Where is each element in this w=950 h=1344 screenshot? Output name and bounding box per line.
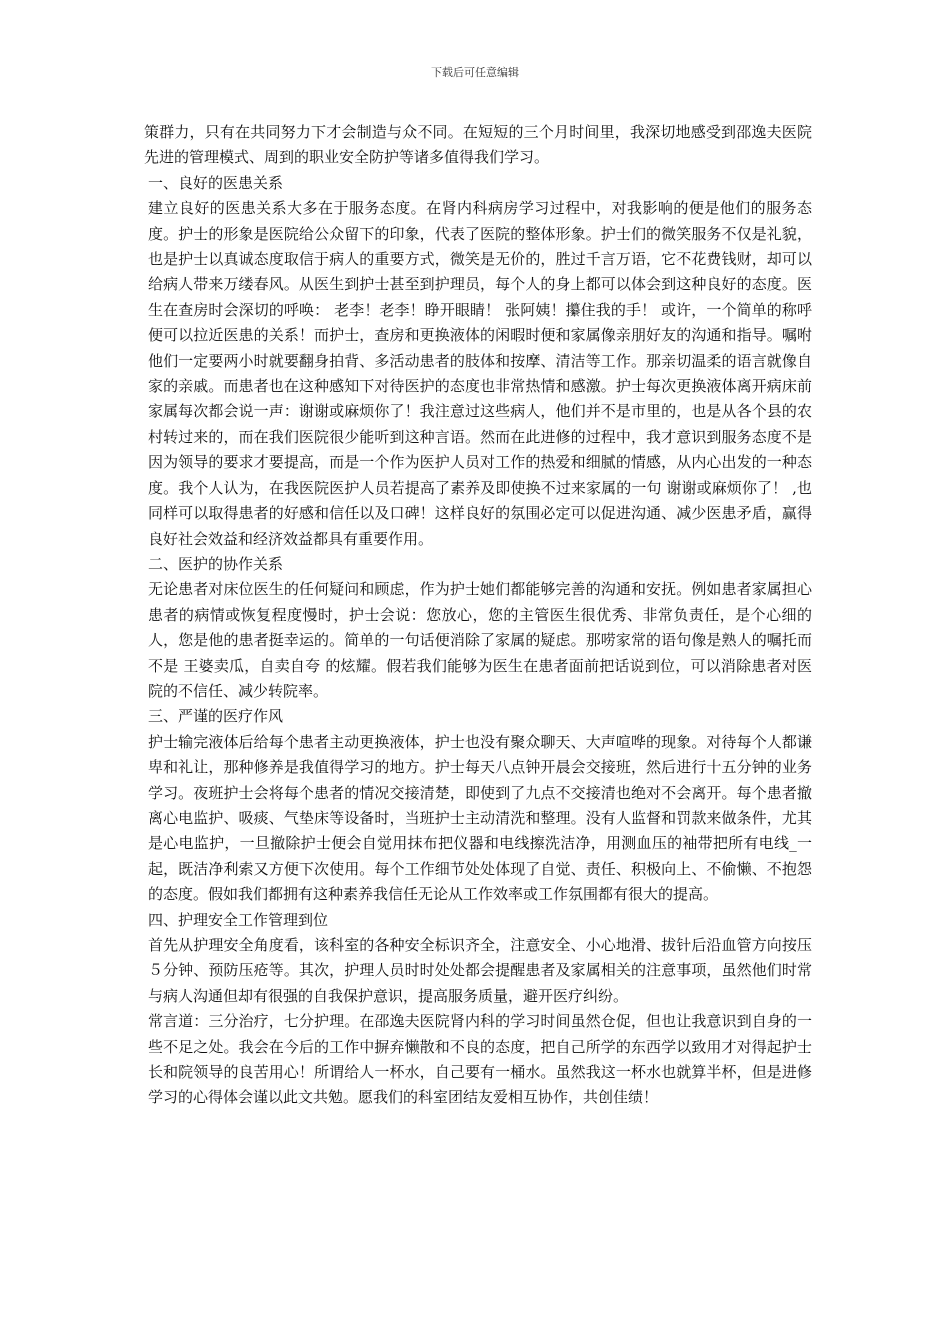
section-heading: 四、护理安全工作管理到位: [148, 910, 329, 929]
section-heading: 一、良好的医患关系: [148, 173, 284, 192]
section-heading: 三、严谨的医疗作风: [148, 707, 284, 726]
body-paragraph: 首先从护理安全角度看，该科室的各种安全标识齐全，注意安全、小心地滑、拔针后沿血管方向按压５分钟、预防压疮等。其次，护理人员时时处处都会提醒患者及家属相关的注意事项，虽然他们时常与病人沟通但却有很强的自我保护意识，提高服务质量，避开医疗纠纷。: [148, 936, 812, 1005]
body-paragraph: 策群力，只有在共同努力下才会制造与众不同。在短短的三个月时间里，我深切地感受到邵逸夫医院先进的管理模式、周到的职业安全防护等诸多值得我们学习。: [144, 123, 812, 167]
section-heading: 二、医护的协作关系: [148, 554, 284, 573]
body-paragraph: 建立良好的医患关系大多在于服务态度。在肾内科病房学习过程中，对我影响的便是他们的服务态度。护士的形象是医院给公众留下的印象，代表了医院的整体形象。护士们的微笑服务不仅是礼貌，也是护士以真诚态度取信于病人的重要方式，微笑是无价的，胜过千言万语，它不花费钱财，却可以给病人带来万缕春风。从医生到护士甚至到护理员，每个人的身上都可以体会到这种良好的态度。医生在查房时会深切的呼唤： 老李！老李！睁开眼睛！ 张阿姨！攥住我的手！ 或许，一个简单的称呼便可以拉近医患的关系！而护士，查房和更换液体的闲暇时便和家属像亲朋好友的沟通和指导。嘱咐他们一定要两小时就要翻身拍背、多活动患者的肢体和按摩、清洁等工作。那亲切温柔的语言就像自家的亲戚。而患者也在这种感知下对待医护的态度也非常热情和感激。护士每次更换液体离开病床前家属每次都会说一声：谢谢或麻烦你了！我注意过这些病人，他们并不是市里的，也是从各个县的农村转过来的，而在我们医院很少能听到这种言语。然而在此进修的过程中，我才意识到服务态度不是因为领导的要求才要提高，而是一个作为医护人员对工作的热爱和细腻的情感，从内心出发的一种态度。我个人认为，在我医院医护人员若提高了素养及即使换不过来家属的一句 谢谢或麻烦你了！ ,也同样可以取得患者的好感和信任以及口碑！这样良好的氛围必定可以促进沟通、减少医患矛盾，赢得良好社会效益和经济效益都具有重要作用。: [148, 199, 812, 548]
document-body: [144, 120, 812, 1111]
body-paragraph: 常言道：三分治疗，七分护理。在邵逸夫医院肾内科的学习时间虽然仓促，但也让我意识到自身的一些不足之处。我会在今后的工作中摒弃懒散和不良的态度，把自己所学的东西学以致用才对得起护士长和院领导的良苦用心！所谓给人一杯水，自己要有一桶水。虽然我这一杯水也就算半杯，但是进修学习的心得体会谨以此文共勉。愿我们的科室团结友爱相互协作，共创佳绩！: [148, 1012, 812, 1107]
page-header-note: 下载后可任意编辑: [431, 66, 519, 79]
body-paragraph: 无论患者对床位医生的任何疑问和顾虑，作为护士她们都能够完善的沟通和安抚。例如患者家属担心患者的病情或恢复程度慢时，护士会说：您放心，您的主管医生很优秀、非常负责任，是个心细的人，您是他的患者挺幸运的。简单的一句话便消除了家属的疑虑。那唠家常的语句像是熟人的嘱托而不是 王婆卖瓜，自卖自夸 的炫耀。假若我们能够为医生在患者面前把话说到位，可以消除患者对医院的不信任、减少转院率。: [148, 580, 812, 700]
body-paragraph: 护士输完液体后给每个患者主动更换液体，护士也没有聚众聊天、大声喧哗的现象。对待每个人都谦卑和礼让，那种修养是我值得学习的地方。护士每天八点钟开晨会交接班，然后进行十五分钟的业务学习。夜班护士会将每个患者的情况交接清楚，即使到了九点不交接清也绝对不会离开。每个患者撤离心电监护、吸痰、气垫床等设备时，当班护士主动清洗和整理。没有人监督和罚款来做条件，尤其是心电监护，一旦撤除护士便会自觉用抹布把仪器和电线擦洗洁净，用测血压的袖带把所有电线_一起，既洁净利索又方便下次使用。每个工作细节处处体现了自觉、责任、积极向上、不偷懒、不抱怨的态度。假如我们都拥有这种素养我信任无论从工作效率或工作氛围都有很大的提高。: [148, 732, 812, 904]
